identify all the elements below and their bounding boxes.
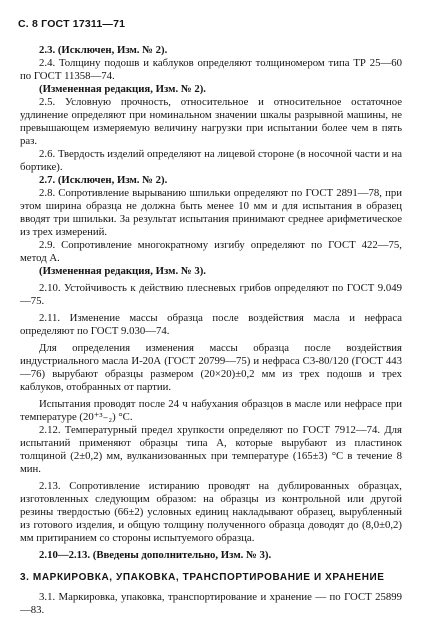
paragraph: 2.5. Условную прочность, относительное и относительное остаточное удлинение определяют при номинальном значении шкалы разрывной машины, не превышающем измеряемую величину нагрузки при испытании более чем в пять раз. bbox=[20, 96, 402, 147]
paragraph: 2.9. Сопротивление многократному изгибу определяют по ГОСТ 422—75, метод А. bbox=[20, 239, 402, 264]
amendment-note: 2.10—2.13. (Введены дополнительно, Изм. № 3). bbox=[39, 549, 272, 561]
amendment-note: (Измененная редакция, Изм. № 2). bbox=[39, 83, 206, 95]
amendment-note: (Измененная редакция, Изм. № 3). bbox=[39, 265, 206, 277]
paragraph: Испытания проводят после 24 ч набухания образцов в масле или нефрасе при температуре (20⁺³₋₂) °С. bbox=[20, 398, 402, 423]
paragraph: 2.10. Устойчивость к действию плесневых грибов определяют по ГОСТ 9.049—75. bbox=[20, 282, 402, 307]
amendment-note: 2.3. (Исключен, Изм. № 2). bbox=[39, 44, 168, 56]
final-paragraph: 3.1. Маркировка, упаковка, транспортирование и хранение — по ГОСТ 25899—83. bbox=[20, 591, 402, 616]
paragraph: 2.4. Толщину подошв и каблуков определяют толщиномером типа ТР 25—60 по ГОСТ 11358—74. bbox=[20, 57, 402, 82]
amendment-note: 2.7. (Исключен, Изм. № 2). bbox=[39, 174, 168, 186]
document-body bbox=[20, 44, 402, 617]
paragraph-list bbox=[20, 44, 402, 562]
page-header: С. 8 ГОСТ 17311—71 bbox=[18, 18, 126, 30]
paragraph: 2.12. Температурный предел хрупкости определяют по ГОСТ 7912—74. Для испытаний применяют образцы типа А, которые вырубают из пластинок толщиной (2±0,2) мм, вулканизованных при температуре (165±3) °С в течение 8 мин. bbox=[20, 424, 402, 475]
paragraph: Для определения изменения массы образца после воздействия индустриального масла И-20А (ГОСТ 20799—75) и нефраса С3-80/120 (ГОСТ 443—76) вырубают образцы размером (20×20)±0,2 мм из трех подошв и трех каблуков, отобранных от партии. bbox=[20, 342, 402, 393]
section-heading: 3. МАРКИРОВКА, УПАКОВКА, ТРАНСПОРТИРОВАНИЕ И ХРАНЕНИЕ bbox=[20, 572, 385, 583]
paragraph: 2.13. Сопротивление истиранию проводят на дублированных образцах, изготовленных следующим образом: на образцы из контрольной или другой резины твердостью (66±2) условных единиц накладывают образец, вырубленный из готового изделия, и общую толщину полученного образца доводят до (8,0±0,2) мм притиранием со стороны испытуемого образца. bbox=[20, 480, 402, 544]
paragraph: 2.8. Сопротивление вырыванию шпильки определяют по ГОСТ 2891—78, при этом ширина образца не должна быть менее 10 мм и для испытания в образец вводят три шпильки. За результат испытания принимают среднее арифметическое из трех измерений. bbox=[20, 187, 402, 238]
paragraph: 2.6. Твердость изделий определяют на лицевой стороне (в носочной части и на бортике). bbox=[20, 148, 402, 173]
paragraph: 2.11. Изменение массы образца после воздействия масла и нефраса определяют по ГОСТ 9.030—74. bbox=[20, 312, 402, 337]
